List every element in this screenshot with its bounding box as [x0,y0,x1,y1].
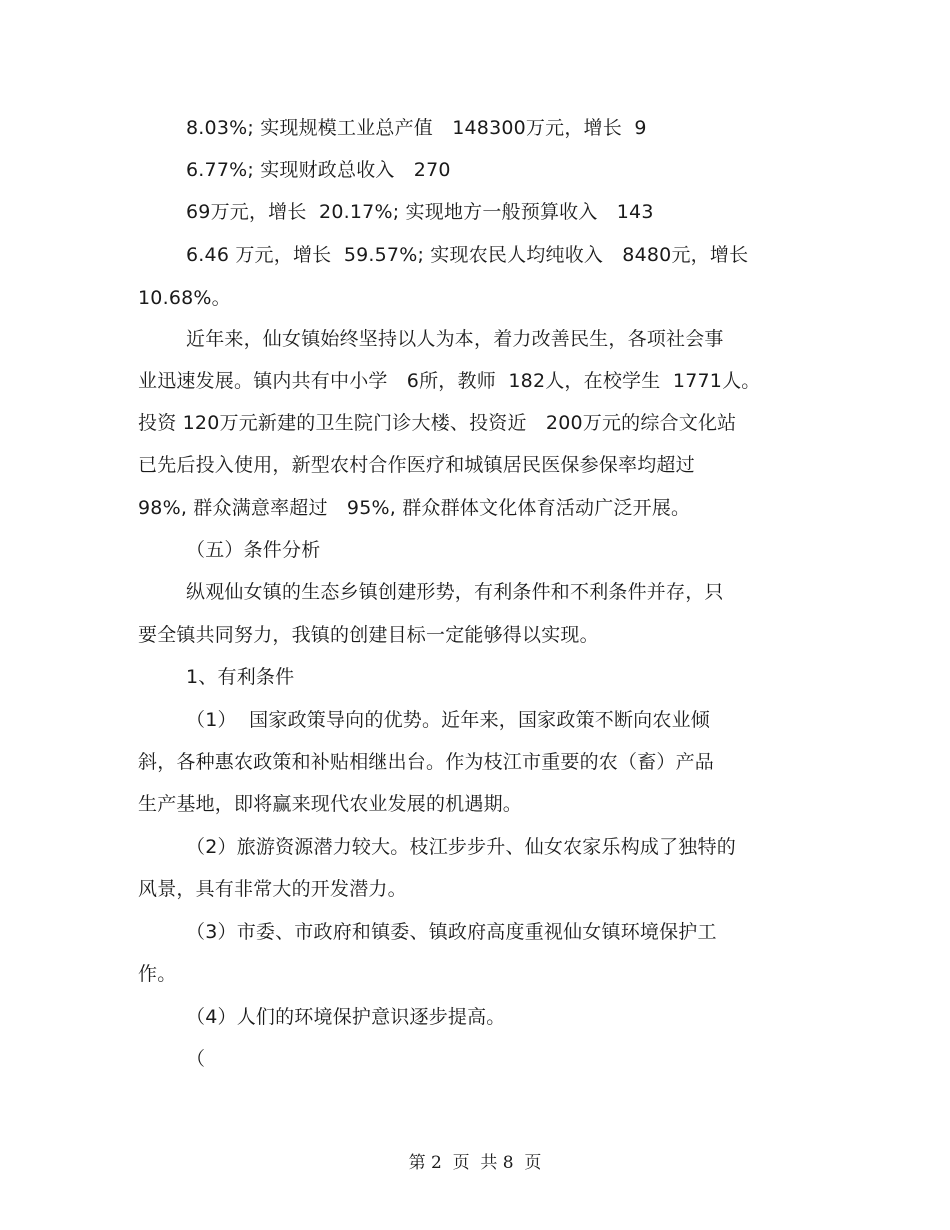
subsection-heading: 1、有利条件 [186,666,295,688]
text-line: （1） 国家政策导向的优势。近年来，国家政策不断向农业倾 [186,709,710,731]
text-line: （ [186,1048,206,1070]
text-line: 98%, 群众满意率超过 95%, 群众群体文化体育活动广泛开展。 [138,497,691,519]
text-line: 风景，具有非常大的开发潜力。 [138,878,407,900]
text-line: 要全镇共同努力，我镇的创建目标一定能够得以实现。 [138,624,599,646]
text-line: 作。 [138,963,177,985]
page-footer: 第 2 页 共 8 页 [408,1153,542,1173]
text-line: 已先后投入使用，新型农村合作医疗和城镇居民医保参保率均超过 [138,454,695,476]
text-line: 斜，各种惠农政策和补贴相继出台。作为枝江市重要的农（畜）产品 [138,751,715,773]
text-line: （3）市委、市政府和镇委、镇政府高度重视仙女镇环境保护工 [186,921,717,943]
section-heading: （五）条件分析 [186,539,321,561]
text-line: 69万元，增长 20.17%; 实现地方一般预算收入 143 [186,201,654,223]
text-line: 6.46 万元，增长 59.57%; 实现农民人均纯收入 8480元，增长 [186,244,749,266]
text-line: 10.68%。 [138,287,231,309]
text-line: 业迅速发展。镇内共有中小学 6所，教师 182人，在校学生 1771人。 [138,370,761,392]
text-line: （2）旅游资源潜力较大。枝江步步升、仙女农家乐构成了独特的 [186,836,736,858]
text-line: 纵观仙女镇的生态乡镇创建形势，有利条件和不利条件并存，只 [186,581,724,603]
text-line: 6.77%; 实现财政总收入 270 [186,159,451,181]
text-line: （4）人们的环境保护意识逐步提高。 [186,1006,506,1028]
text-line: 近年来，仙女镇始终坚持以人为本，着力改善民生，各项社会事 [186,328,724,350]
text-line: 生产基地，即将赢来现代农业发展的机遇期。 [138,793,523,815]
text-line: 8.03%; 实现规模工业总产值 148300万元，增长 9 [186,117,647,139]
text-line: 投资 120万元新建的卫生院门诊大楼、投资近 200万元的综合文化站 [138,412,737,434]
